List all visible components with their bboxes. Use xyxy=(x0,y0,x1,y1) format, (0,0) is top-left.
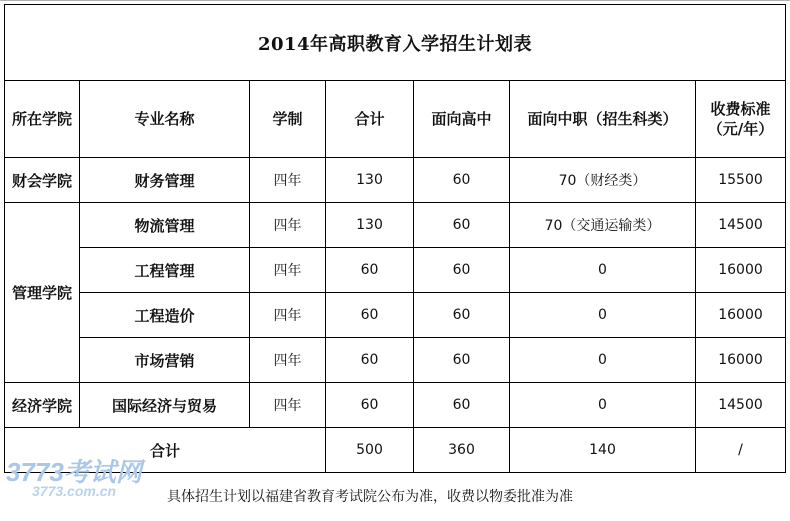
duration-cell: 四年 xyxy=(250,338,326,383)
vocational-cell: 0 xyxy=(510,293,696,338)
sheet-top-border xyxy=(0,0,790,3)
major-cell: 工程造价 xyxy=(80,293,250,338)
total-cell: 60 xyxy=(326,338,414,383)
major-cell: 财务管理 xyxy=(80,158,250,203)
total-cell: 60 xyxy=(326,248,414,293)
vocational-cell: 70（交通运输类） xyxy=(510,203,696,248)
table-row xyxy=(5,338,786,383)
major-cell: 工程管理 xyxy=(80,248,250,293)
summary-fee: / xyxy=(696,428,786,473)
table-row xyxy=(5,158,786,203)
header-college: 所在学院 xyxy=(5,81,80,158)
total-cell: 60 xyxy=(326,383,414,428)
duration-cell: 四年 xyxy=(250,383,326,428)
high-school-cell: 60 xyxy=(414,293,510,338)
fee-cell: 14500 xyxy=(696,383,786,428)
fee-cell: 14500 xyxy=(696,203,786,248)
fee-cell: 16000 xyxy=(696,338,786,383)
summary-total: 500 xyxy=(326,428,414,473)
header-major: 专业名称 xyxy=(80,81,250,158)
watermark-sub-text: 3773.com.cn xyxy=(32,483,117,499)
major-cell: 市场营销 xyxy=(80,338,250,383)
summary-row xyxy=(5,428,786,473)
high-school-cell: 60 xyxy=(414,383,510,428)
header-fee-line2: （元/年） xyxy=(707,120,774,138)
watermark-main-text: 3773考试网 xyxy=(6,457,142,487)
table-row xyxy=(5,383,786,428)
duration-cell: 四年 xyxy=(250,248,326,293)
duration-cell: 四年 xyxy=(250,203,326,248)
college-cell-economics: 经济学院 xyxy=(5,383,80,428)
header-high-school: 面向高中 xyxy=(414,81,510,158)
enrollment-plan-table xyxy=(4,4,786,473)
duration-cell: 四年 xyxy=(250,158,326,203)
vocational-cell: 70（财经类） xyxy=(510,158,696,203)
table-title: 2014年高职教育入学招生计划表 xyxy=(5,5,786,81)
major-cell: 国际经济与贸易 xyxy=(80,383,250,428)
header-row xyxy=(5,81,786,158)
summary-vocational: 140 xyxy=(510,428,696,473)
footnote: 具体招生计划以福建省教育考试院公布为准，收费以物委批准为准 xyxy=(167,489,573,505)
high-school-cell: 60 xyxy=(414,158,510,203)
total-cell: 60 xyxy=(326,293,414,338)
duration-cell: 四年 xyxy=(250,293,326,338)
summary-label: 合计 xyxy=(5,428,326,473)
high-school-cell: 60 xyxy=(414,248,510,293)
college-cell-finance: 财会学院 xyxy=(5,158,80,203)
fee-cell: 16000 xyxy=(696,248,786,293)
vocational-cell: 0 xyxy=(510,338,696,383)
table-row xyxy=(5,203,786,248)
total-cell: 130 xyxy=(326,203,414,248)
high-school-cell: 60 xyxy=(414,338,510,383)
fee-cell: 15500 xyxy=(696,158,786,203)
college-cell-management: 管理学院 xyxy=(5,203,80,383)
header-duration: 学制 xyxy=(250,81,326,158)
fee-cell: 16000 xyxy=(696,293,786,338)
header-fee xyxy=(696,81,786,158)
vocational-cell: 0 xyxy=(510,383,696,428)
total-cell: 130 xyxy=(326,158,414,203)
header-fee-line1: 收费标准 xyxy=(710,100,771,118)
major-cell: 物流管理 xyxy=(80,203,250,248)
high-school-cell: 60 xyxy=(414,203,510,248)
header-vocational: 面向中职（招生科类） xyxy=(510,81,696,158)
vocational-cell: 0 xyxy=(510,248,696,293)
table-row xyxy=(5,293,786,338)
header-total: 合计 xyxy=(326,81,414,158)
summary-high-school: 360 xyxy=(414,428,510,473)
table-row xyxy=(5,248,786,293)
